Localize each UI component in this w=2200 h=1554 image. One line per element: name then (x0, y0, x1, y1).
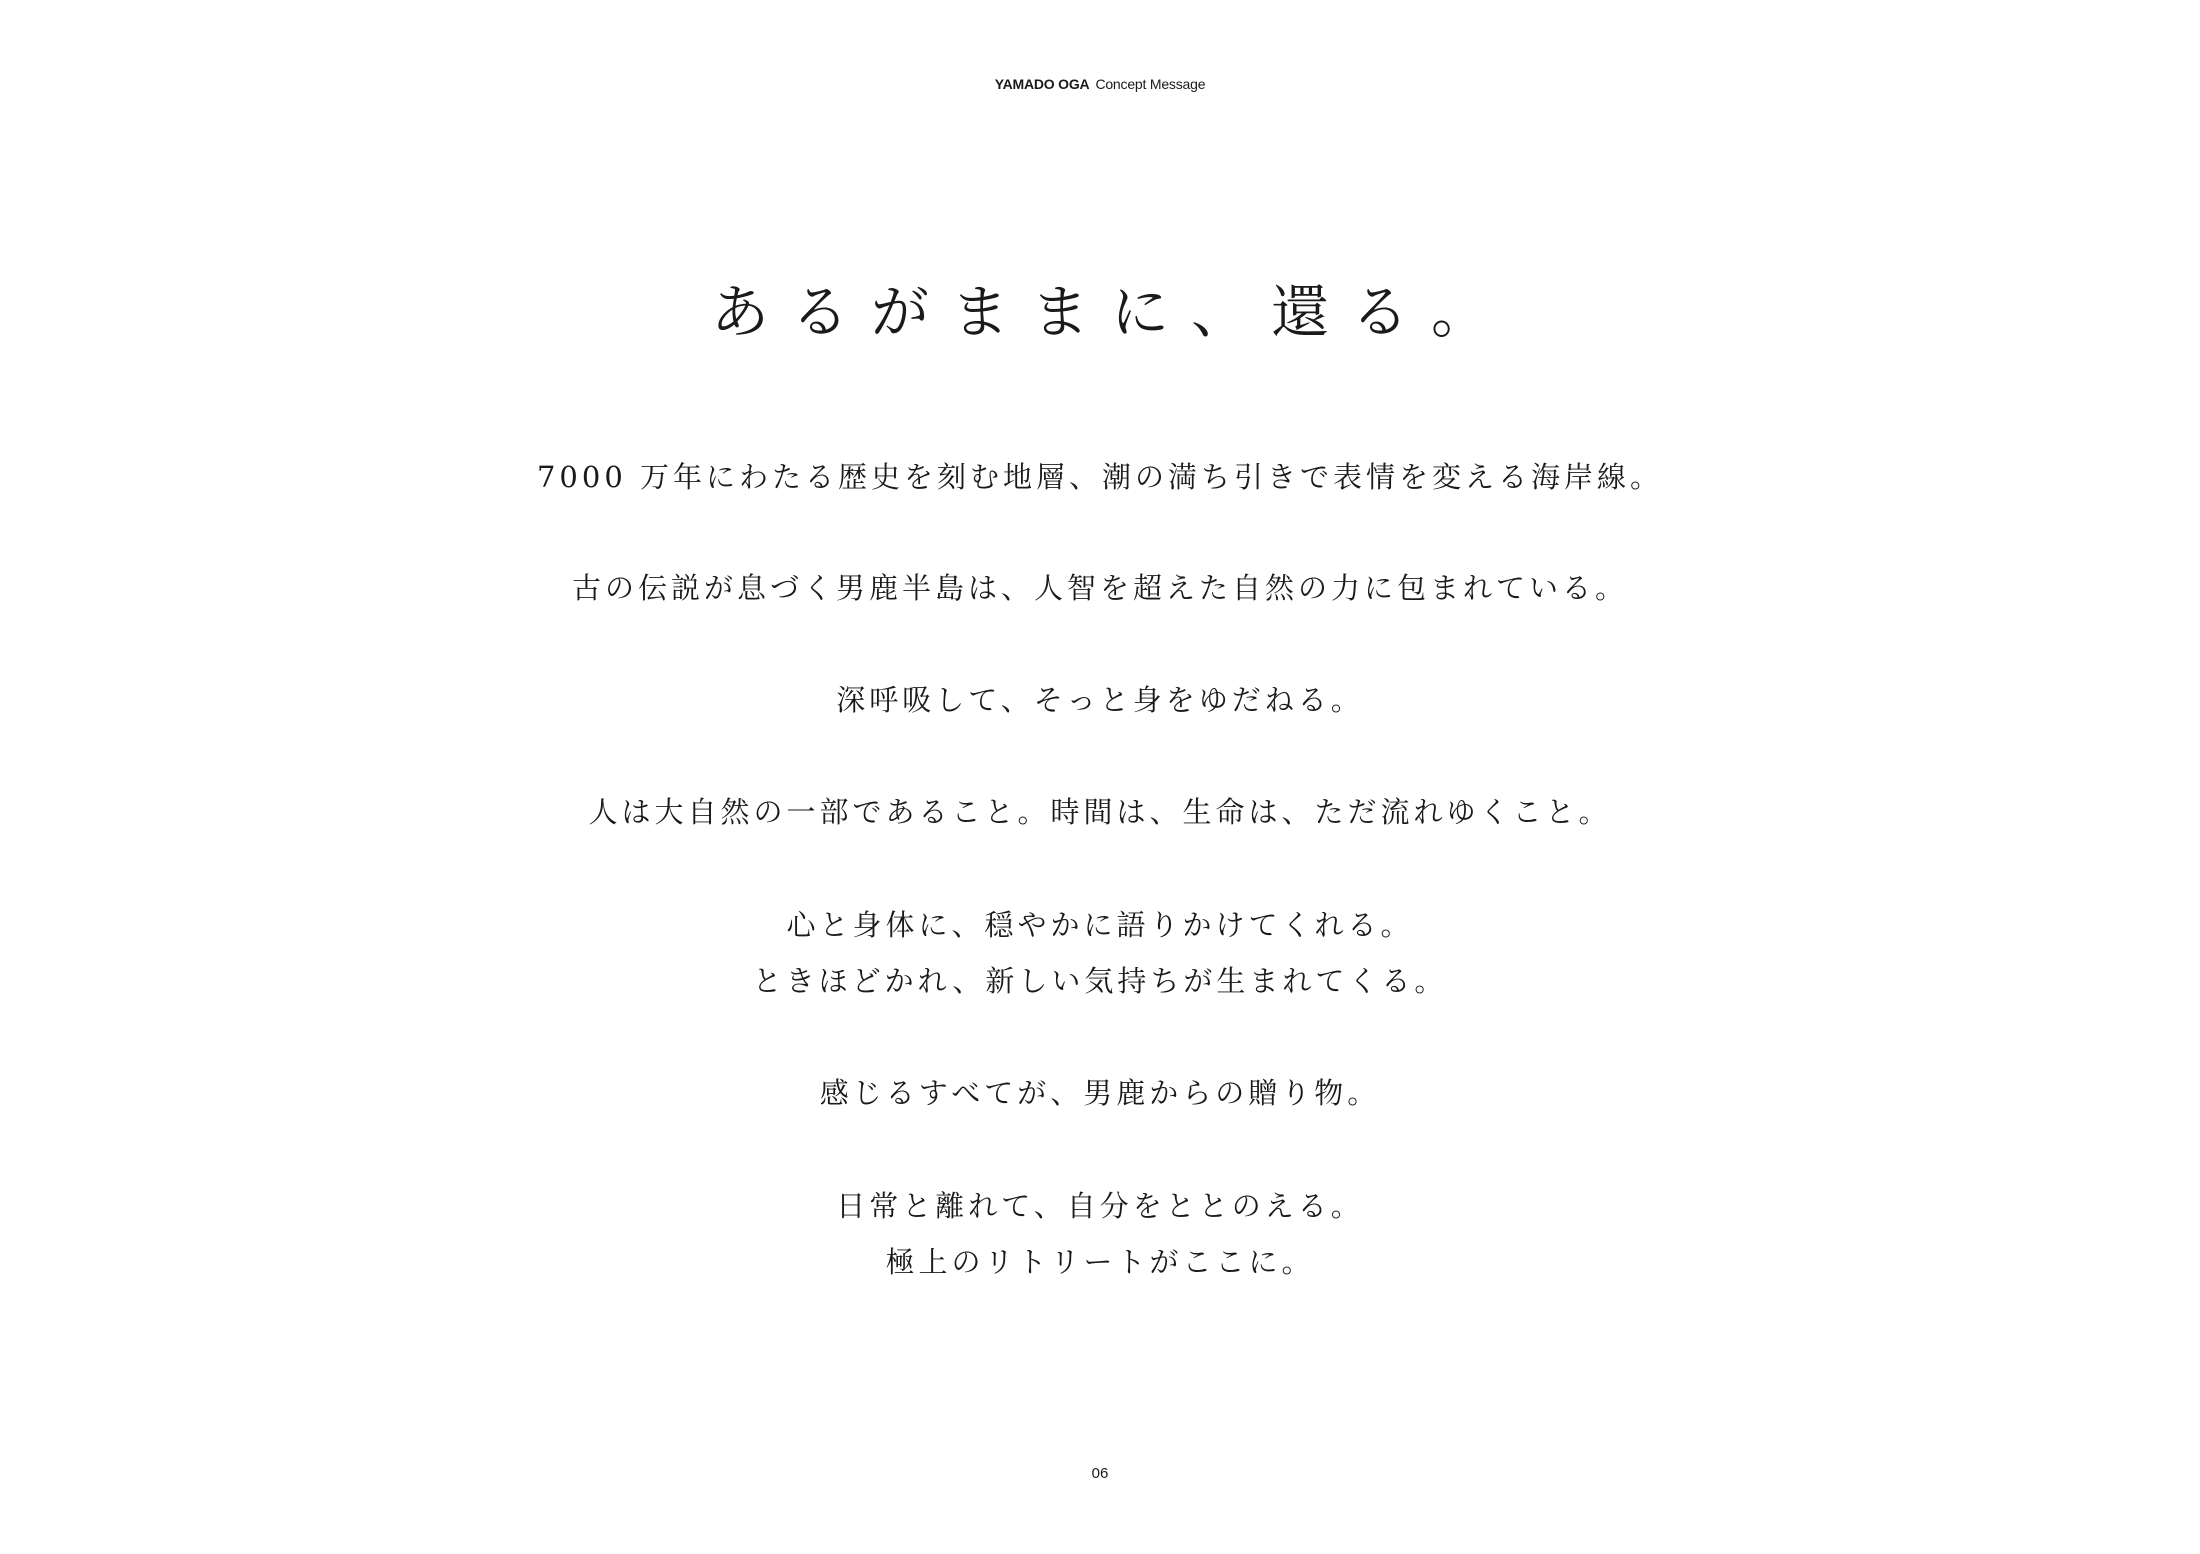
message-line: 感じるすべてが、男鹿からの贈り物。 (819, 1076, 1381, 1110)
message-line: 心と身体に、穏やかに語りかけてくれる。 (786, 908, 1414, 942)
message-line: 日常と離れて、自分をととのえる。 (836, 1189, 1364, 1223)
message-line: ときほどかれ、新しい気持ちが生まれてくる。 (752, 964, 1448, 998)
message-line: 深呼吸して、そっと身をゆだねる。 (836, 683, 1364, 717)
message-line: 人は大自然の一部であること。時間は、生命は、ただ流れゆくこと。 (588, 795, 1612, 829)
page-number: 06 (1091, 1465, 1109, 1482)
message-line: 極上のリトリートがここに。 (885, 1245, 1315, 1279)
page-title: あるがままに、還る。 (710, 278, 1511, 346)
section-name: Concept Message (1095, 76, 1206, 92)
message-line: 古の伝説が息づく男鹿半島は、人智を超えた自然の力に包まれている。 (571, 571, 1628, 605)
message-line: 7000 万年にわたる歴史を刻む地層、潮の満ち引きで表情を変える海岸線。 (536, 460, 1664, 494)
brand-name: YAMADO OGA (994, 76, 1090, 92)
page-header (0, 74, 2200, 94)
